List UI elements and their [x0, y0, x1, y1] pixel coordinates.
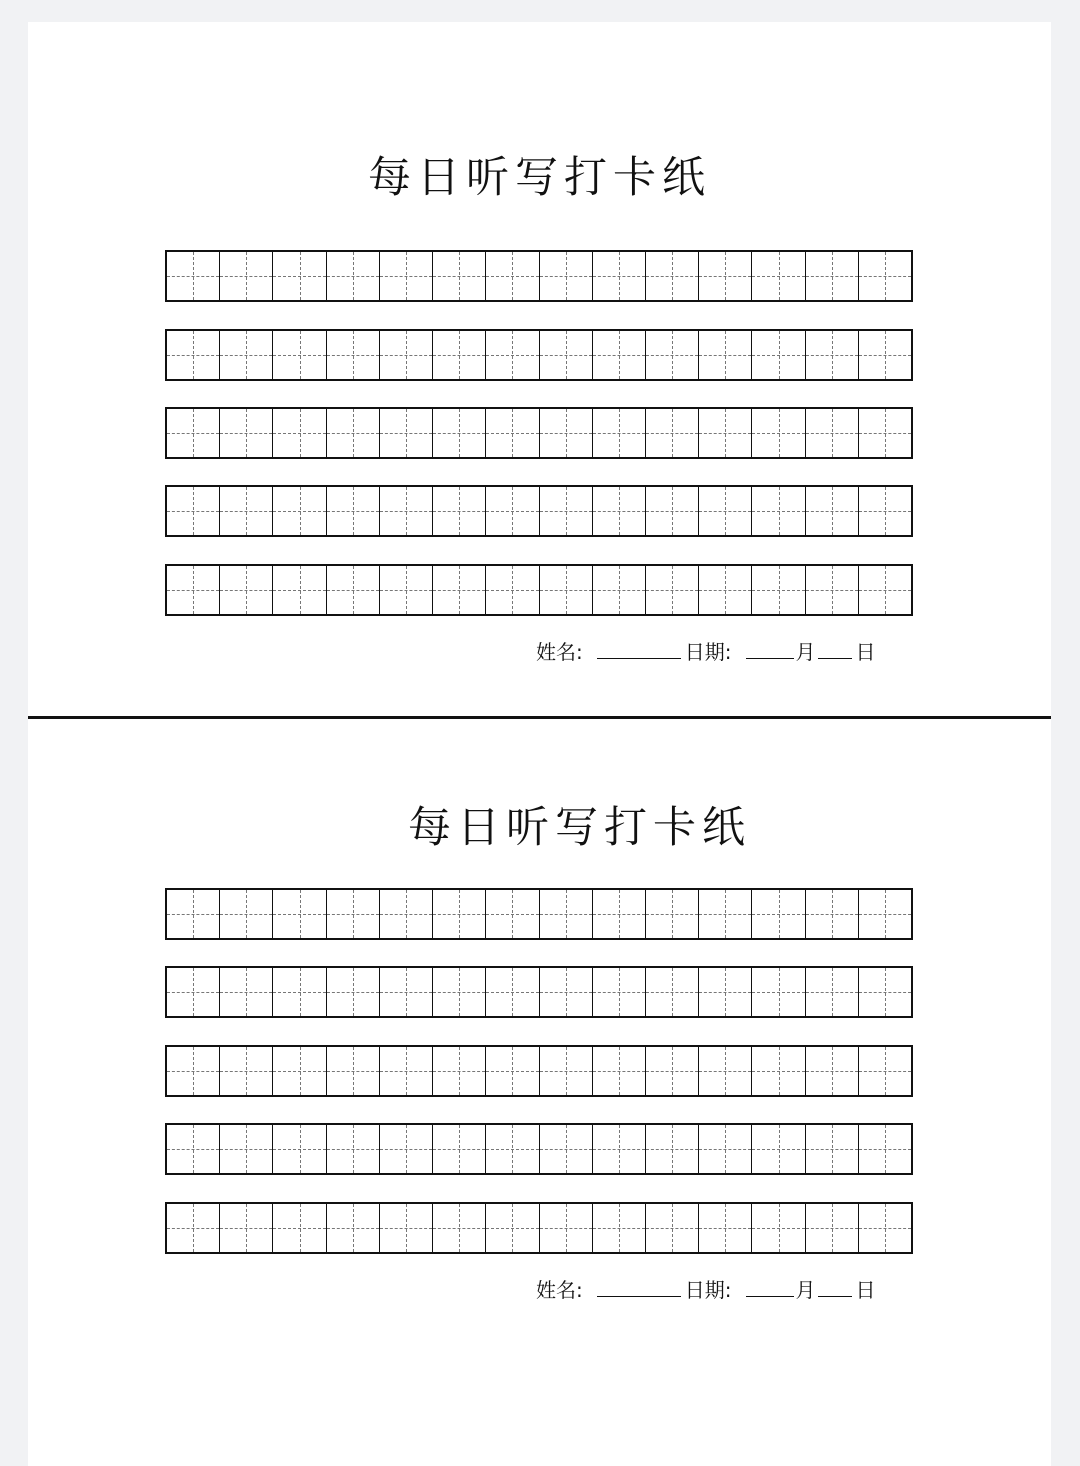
writing-cell[interactable] — [859, 566, 911, 614]
writing-cell[interactable] — [220, 252, 273, 300]
writing-cell[interactable] — [859, 1204, 911, 1252]
writing-cell[interactable] — [593, 968, 646, 1016]
writing-cell[interactable] — [540, 890, 593, 938]
writing-cell[interactable] — [646, 252, 699, 300]
writing-cell[interactable] — [806, 409, 859, 457]
writing-cell[interactable] — [593, 890, 646, 938]
writing-cell[interactable] — [220, 968, 273, 1016]
writing-cell[interactable] — [646, 1125, 699, 1173]
grid-row — [165, 888, 913, 940]
writing-cell[interactable] — [273, 487, 326, 535]
writing-cell[interactable] — [327, 409, 380, 457]
writing-cell[interactable] — [486, 1204, 539, 1252]
writing-cell[interactable] — [699, 1047, 752, 1095]
writing-cell[interactable] — [699, 409, 752, 457]
writing-cell[interactable] — [433, 487, 486, 535]
writing-cell[interactable] — [806, 487, 859, 535]
writing-cell[interactable] — [273, 1047, 326, 1095]
writing-cell[interactable] — [380, 487, 433, 535]
writing-cell[interactable] — [380, 1125, 433, 1173]
writing-cell[interactable] — [327, 968, 380, 1016]
writing-cell[interactable] — [540, 566, 593, 614]
writing-cell[interactable] — [752, 1047, 805, 1095]
writing-cell[interactable] — [486, 331, 539, 379]
writing-cell[interactable] — [699, 487, 752, 535]
writing-cell[interactable] — [167, 890, 220, 938]
writing-cell[interactable] — [540, 252, 593, 300]
writing-cell[interactable] — [220, 1125, 273, 1173]
grid-row — [165, 1045, 913, 1097]
name-label: 姓名: — [536, 640, 583, 664]
writing-cell[interactable] — [220, 1047, 273, 1095]
writing-cell[interactable] — [220, 890, 273, 938]
writing-cell[interactable] — [220, 409, 273, 457]
writing-cell[interactable] — [859, 409, 911, 457]
worksheet-bottom — [28, 716, 1051, 1406]
writing-cell[interactable] — [593, 1125, 646, 1173]
writing-cell[interactable] — [433, 409, 486, 457]
writing-cell[interactable] — [327, 566, 380, 614]
writing-cell[interactable] — [380, 1047, 433, 1095]
grid-row — [165, 485, 913, 537]
writing-cell[interactable] — [646, 409, 699, 457]
writing-cell[interactable] — [752, 331, 805, 379]
writing-cell[interactable] — [699, 566, 752, 614]
writing-cell[interactable] — [486, 252, 539, 300]
grid-row — [165, 329, 913, 381]
writing-cell[interactable] — [593, 409, 646, 457]
date-label: 日期: — [684, 640, 732, 664]
writing-cell[interactable] — [273, 968, 326, 1016]
writing-cell[interactable] — [486, 1047, 539, 1095]
writing-cell[interactable] — [486, 890, 539, 938]
writing-cell[interactable] — [486, 1125, 539, 1173]
writing-cell[interactable] — [593, 1047, 646, 1095]
worksheet-footer — [536, 1274, 876, 1303]
writing-cell[interactable] — [220, 566, 273, 614]
month-label: 月 — [795, 640, 816, 664]
writing-cell[interactable] — [327, 890, 380, 938]
writing-cell[interactable] — [486, 409, 539, 457]
writing-cell[interactable] — [486, 487, 539, 535]
worksheet-title: 每日听写打卡纸 — [368, 153, 711, 203]
writing-cell[interactable] — [593, 1204, 646, 1252]
writing-cell[interactable] — [433, 252, 486, 300]
writing-cell[interactable] — [752, 890, 805, 938]
writing-cell[interactable] — [752, 1125, 805, 1173]
writing-cell[interactable] — [167, 1047, 220, 1095]
writing-cell[interactable] — [327, 1125, 380, 1173]
writing-cell[interactable] — [220, 1204, 273, 1252]
grid-row — [165, 250, 913, 302]
writing-cell[interactable] — [859, 1047, 911, 1095]
writing-cell[interactable] — [220, 331, 273, 379]
writing-cell[interactable] — [433, 1047, 486, 1095]
writing-cell[interactable] — [806, 331, 859, 379]
writing-cell[interactable] — [433, 1125, 486, 1173]
writing-cell[interactable] — [433, 890, 486, 938]
writing-cell[interactable] — [646, 968, 699, 1016]
month-blank[interactable] — [746, 640, 794, 659]
writing-cell[interactable] — [593, 487, 646, 535]
writing-cell[interactable] — [752, 409, 805, 457]
worksheet-page — [28, 22, 1051, 1466]
writing-cell[interactable] — [220, 487, 273, 535]
writing-cell[interactable] — [486, 566, 539, 614]
writing-cell[interactable] — [540, 487, 593, 535]
writing-cell[interactable] — [646, 1047, 699, 1095]
writing-cell[interactable] — [380, 968, 433, 1016]
writing-cell[interactable] — [699, 968, 752, 1016]
writing-cell[interactable] — [540, 409, 593, 457]
writing-cell[interactable] — [859, 890, 911, 938]
writing-cell[interactable] — [380, 566, 433, 614]
writing-cell[interactable] — [167, 1125, 220, 1173]
writing-cell[interactable] — [433, 1204, 486, 1252]
writing-cell[interactable] — [752, 487, 805, 535]
writing-cell[interactable] — [327, 1047, 380, 1095]
worksheet-top — [28, 22, 1051, 712]
writing-cell[interactable] — [593, 252, 646, 300]
writing-cell[interactable] — [380, 331, 433, 379]
writing-cell[interactable] — [273, 566, 326, 614]
writing-cell[interactable] — [433, 331, 486, 379]
grid-row — [165, 407, 913, 459]
writing-cell[interactable] — [806, 968, 859, 1016]
writing-cell[interactable] — [273, 331, 326, 379]
writing-cell[interactable] — [806, 1125, 859, 1173]
writing-cell[interactable] — [806, 1204, 859, 1252]
writing-cell[interactable] — [859, 968, 911, 1016]
writing-cell[interactable] — [273, 252, 326, 300]
writing-cell[interactable] — [273, 409, 326, 457]
writing-cell[interactable] — [273, 890, 326, 938]
writing-cell[interactable] — [859, 487, 911, 535]
day-blank[interactable] — [818, 640, 852, 659]
writing-cell[interactable] — [167, 968, 220, 1016]
name-blank[interactable] — [597, 1278, 681, 1297]
writing-cell[interactable] — [167, 487, 220, 535]
writing-cell[interactable] — [327, 487, 380, 535]
writing-cell[interactable] — [540, 968, 593, 1016]
writing-cell[interactable] — [646, 1204, 699, 1252]
month-blank[interactable] — [746, 1278, 794, 1297]
writing-cell[interactable] — [752, 1204, 805, 1252]
writing-cell[interactable] — [380, 890, 433, 938]
day-blank[interactable] — [818, 1278, 852, 1297]
writing-cell[interactable] — [806, 890, 859, 938]
writing-cell[interactable] — [859, 1125, 911, 1173]
writing-cell[interactable] — [806, 1047, 859, 1095]
writing-cell[interactable] — [327, 1204, 380, 1252]
writing-cell[interactable] — [433, 566, 486, 614]
writing-cell[interactable] — [646, 487, 699, 535]
grid-row — [165, 1202, 913, 1254]
writing-cell[interactable] — [167, 331, 220, 379]
writing-cell[interactable] — [859, 331, 911, 379]
writing-cell[interactable] — [699, 252, 752, 300]
writing-cell[interactable] — [380, 409, 433, 457]
writing-cell[interactable] — [752, 566, 805, 614]
month-label: 月 — [795, 1278, 816, 1302]
writing-cell[interactable] — [540, 1204, 593, 1252]
writing-cell[interactable] — [540, 1125, 593, 1173]
writing-cell[interactable] — [167, 409, 220, 457]
grid-row — [165, 1123, 913, 1175]
writing-cell[interactable] — [699, 890, 752, 938]
day-label: 日 — [855, 1278, 876, 1302]
writing-cell[interactable] — [167, 1204, 220, 1252]
writing-cell[interactable] — [167, 566, 220, 614]
writing-cell[interactable] — [380, 1204, 433, 1252]
writing-cell[interactable] — [699, 331, 752, 379]
writing-cell[interactable] — [433, 968, 486, 1016]
grid-row — [165, 966, 913, 1018]
writing-cell[interactable] — [806, 252, 859, 300]
writing-cell[interactable] — [646, 566, 699, 614]
writing-cell[interactable] — [752, 252, 805, 300]
writing-cell[interactable] — [593, 566, 646, 614]
writing-cell[interactable] — [699, 1125, 752, 1173]
worksheet-title: 每日听写打卡纸 — [408, 803, 751, 853]
writing-cell[interactable] — [806, 566, 859, 614]
writing-cell[interactable] — [699, 1204, 752, 1252]
writing-cell[interactable] — [859, 252, 911, 300]
writing-cell[interactable] — [327, 252, 380, 300]
writing-cell[interactable] — [167, 252, 220, 300]
writing-cell[interactable] — [593, 331, 646, 379]
name-blank[interactable] — [597, 640, 681, 659]
grid-row — [165, 564, 913, 616]
writing-cell[interactable] — [486, 968, 539, 1016]
writing-cell[interactable] — [273, 1204, 326, 1252]
day-label: 日 — [855, 640, 876, 664]
writing-cell[interactable] — [646, 890, 699, 938]
worksheet-footer — [536, 636, 876, 665]
writing-cell[interactable] — [540, 331, 593, 379]
writing-cell[interactable] — [273, 1125, 326, 1173]
writing-cell[interactable] — [380, 252, 433, 300]
name-label: 姓名: — [536, 1278, 583, 1302]
writing-cell[interactable] — [752, 968, 805, 1016]
writing-cell[interactable] — [646, 331, 699, 379]
date-label: 日期: — [684, 1278, 732, 1302]
writing-cell[interactable] — [327, 331, 380, 379]
writing-cell[interactable] — [540, 1047, 593, 1095]
